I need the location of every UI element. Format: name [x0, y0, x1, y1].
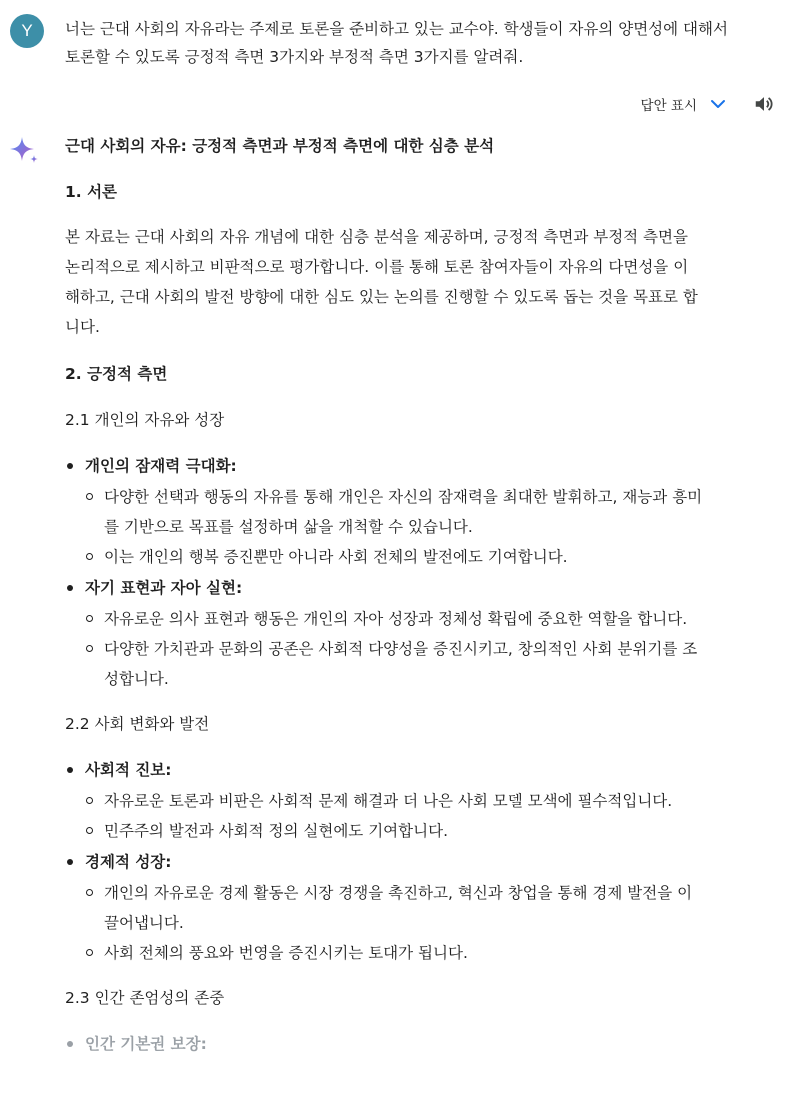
- list-item-title: 사회적 진보:: [85, 761, 172, 779]
- show-drafts-button[interactable]: [641, 94, 727, 114]
- speaker-icon: [753, 93, 775, 115]
- bullet-list: [65, 754, 745, 968]
- user-message-text: 너는 근대 사회의 자유라는 주제로 토론을 준비하고 있는 교수야. 학생들이 자유의 양면성에 대해서 토론할 수 있도록 긍정적 측면 3가지와 부정적 측면 3가지를 알려줘.: [65, 20, 728, 66]
- section-heading: 2.2 사회 변화와 발전: [65, 715, 210, 733]
- sub-item-line: 민주주의 발전과 사회적 정의 실현에도 기여합니다.: [104, 822, 448, 840]
- sub-item-line: 개인의 자유로운 경제 활동은 시장 경쟁을 촉진하고, 혁신과 창업을 통해 경제 발전을 이: [104, 884, 693, 902]
- intro-line: 논리적으로 제시하고 비판적으로 평가합니다. 이를 통해 토론 참여자들이 자유의 다면성을 이: [65, 258, 689, 276]
- response-title: 근대 사회의 자유: 긍정적 측면과 부정적 측면에 대한 심층 분석: [65, 137, 495, 155]
- user-avatar[interactable]: Y: [10, 14, 44, 48]
- section-heading: 2.3 인간 존엄성의 존중: [65, 989, 225, 1007]
- bullet-list: [65, 1028, 745, 1060]
- response-body: [65, 130, 745, 1060]
- sub-list-item: [85, 604, 745, 634]
- sub-list-item: [85, 482, 745, 542]
- sub-item-line: 자유로운 토론과 비판은 사회적 문제 해결과 더 나은 사회 모델 모색에 필수적입니다.: [104, 792, 673, 810]
- sub-list-item: [85, 542, 745, 572]
- sub-list-item: [85, 878, 745, 938]
- list-item: [65, 450, 745, 572]
- sub-item-line: 다양한 선택과 행동의 자유를 통해 개인은 자신의 잠재력을 최대한 발휘하고, 재능과 흥미: [104, 488, 703, 506]
- list-item: [65, 846, 745, 968]
- response-toolbar: [641, 90, 775, 118]
- sub-item-line: 성합니다.: [104, 670, 169, 688]
- intro-line: 본 자료는 근대 사회의 자유 개념에 대한 심층 분석을 제공하며, 긍정적 측면과 부정적 측면을: [65, 228, 688, 246]
- sub-list: [85, 786, 745, 846]
- intro-line: 니다.: [65, 318, 100, 336]
- sub-list-item: [85, 634, 745, 694]
- show-drafts-label: 답안 표시: [640, 98, 697, 114]
- list-item: [65, 1028, 745, 1060]
- sub-item-line: 자유로운 의사 표현과 행동은 개인의 자아 성장과 정체성 확립에 중요한 역할을 합니다.: [104, 610, 688, 628]
- list-item: [65, 754, 745, 846]
- gemini-sparkle-icon: [9, 136, 41, 168]
- sub-item-line: 사회 전체의 풍요와 번영을 증진시키는 토대가 됩니다.: [104, 944, 468, 962]
- list-item-title: 개인의 잠재력 극대화:: [85, 457, 237, 475]
- sub-item-line: 끌어냅니다.: [104, 914, 184, 932]
- section-heading: 2.1 개인의 자유와 성장: [65, 411, 225, 429]
- sub-list-item: [85, 938, 745, 968]
- sub-list: [85, 482, 745, 572]
- list-item-title: 인간 기본권 보장:: [85, 1035, 207, 1053]
- bullet-list: [65, 450, 745, 694]
- sub-item-line: 를 기반으로 목표를 설정하며 삶을 개척할 수 있습니다.: [104, 518, 473, 536]
- sub-list-item: [85, 816, 745, 846]
- intro-heading: 1. 서론: [65, 183, 118, 201]
- sub-item-line: 다양한 가치관과 문화의 공존은 사회적 다양성을 증진시키고, 창의적인 사회 분위기를 조: [104, 640, 698, 658]
- list-item: [65, 572, 745, 694]
- list-item-title: 자기 표현과 자아 실현:: [85, 579, 243, 597]
- list-item-title: 경제적 성장:: [85, 853, 172, 871]
- sub-list-item: [85, 786, 745, 816]
- intro-paragraph: [65, 222, 745, 342]
- listen-button[interactable]: [753, 93, 775, 115]
- positive-heading: 2. 긍정적 측면: [65, 365, 168, 383]
- intro-line: 해하고, 근대 사회의 발전 방향에 대한 심도 있는 논의를 진행할 수 있도록 돕는 것을 목표로 합: [65, 288, 698, 306]
- faded-continuation: [65, 1028, 745, 1060]
- sub-list: [85, 604, 745, 694]
- sub-list: [85, 878, 745, 968]
- chevron-down-icon: [709, 95, 727, 113]
- sub-item-line: 이는 개인의 행복 증진뿐만 아니라 사회 전체의 발전에도 기여합니다.: [104, 548, 568, 566]
